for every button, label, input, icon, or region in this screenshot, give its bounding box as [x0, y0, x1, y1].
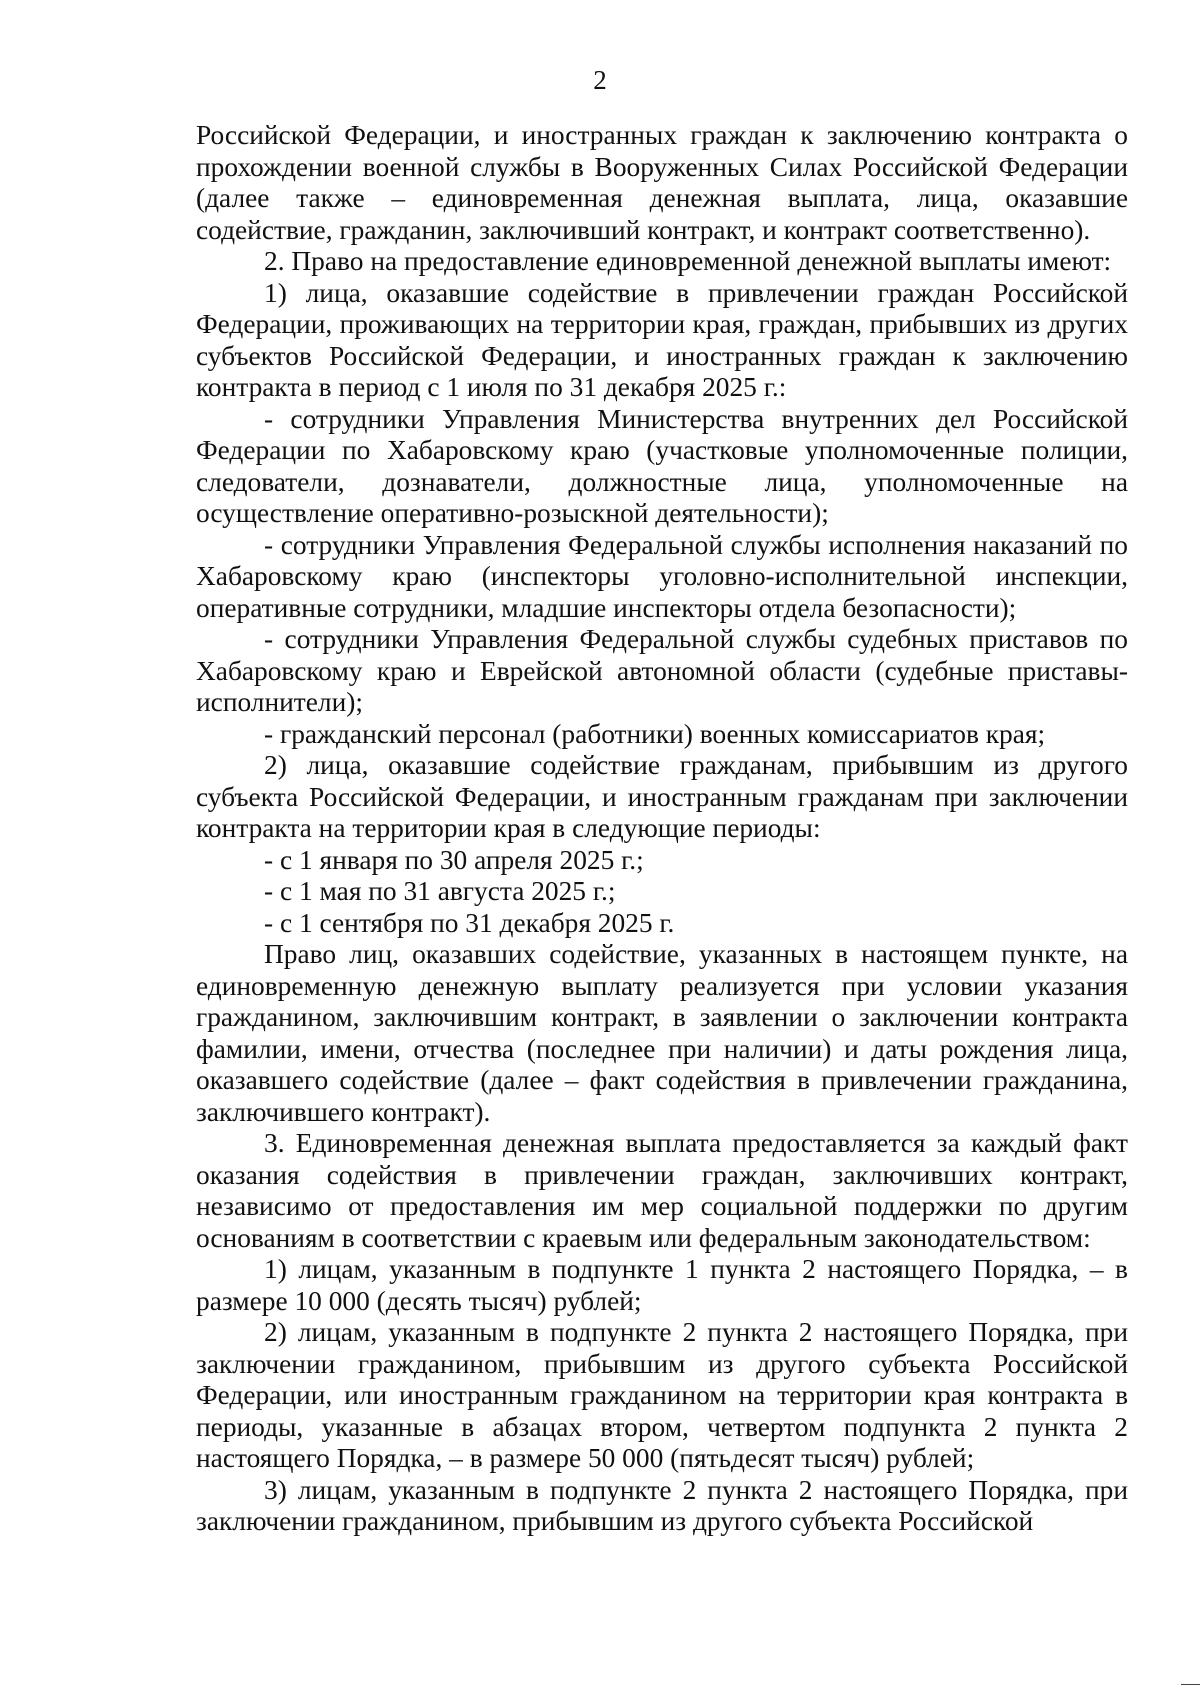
paragraph: - с 1 сентября по 31 декабря 2025 г. [264, 907, 675, 938]
scan-edge-mark [1181, 1684, 1200, 1685]
paragraph: 2) лицам, указанным в подпункте 2 пункта 2 настоящего Порядка, при заключении гражданином, прибывшим из другого субъекта Российской Федерации, или иностранным гражданином на территории края контракта в периоды, указанные в абзацах втором, четвертом подпункта 2 пункта 2 настоящего Порядка, – в размере 50 000 (пятьдесят тысяч) рублей; [196, 1317, 1128, 1473]
paragraph: 2) лица, оказавшие содействие гражданам, прибывшим из другого субъекта Российской Федерации, и иностранным гражданам при заключении контракта на территории края в следующие периоды: [196, 750, 1128, 843]
paragraph: - сотрудники Управления Федеральной службы судебных приставов по Хабаровскому краю и Еврейской автономной области (судебные приставы-исполнители); [196, 624, 1128, 717]
paragraph: 2. Право на предоставление единовременной денежной выплаты имеют: [264, 246, 1112, 276]
paragraph: 3. Единовременная денежная выплата предоставляется за каждый факт оказания содействия в привлечении граждан, заключивших контракт, независимо от предоставления им мер социальной поддержки по другим основаниям в соответствии с краевым или федеральным законодательством: [196, 1128, 1128, 1253]
paragraph: Российской Федерации, и иностранных граждан к заключению контракта о прохождении военной службы в Вооруженных Силах Российской Федерации (далее также – единовременная денежная выплата, лица, оказавшие содействие, гражданин, заключивший контракт, и контракт соответственно). [196, 120, 1128, 245]
paragraph: - с 1 мая по 31 августа 2025 г.; [264, 876, 616, 906]
paragraph: - сотрудники Управления Министерства внутренних дел Российской Федерации по Хабаровскому краю (участковые уполномоченные полиции, следователи, дознаватели, должностные лица, уполномоченные на осуществление оперативно-розыскной деятельности); [196, 403, 1128, 528]
paragraph: Право лиц, оказавших содействие, указанных в настоящем пункте, на единовременную денежную выплату реализуется при условии указания гражданином, заключившим контракт, в заявлении о заключении контракта фамилии, имени, отчества (последнее при наличии) и даты рождения лица, оказавшего содействие (далее – факт содействия в привлечении гражданина, заключившего контракт). [196, 939, 1128, 1127]
paragraph: - сотрудники Управления Федеральной службы исполнения наказаний по Хабаровскому краю (инспекторы уголовно-исполнительной инспекции, оперативные сотрудники, младшие инспекторы отдела безопасности); [196, 529, 1128, 623]
paragraph: - с 1 января по 30 апреля 2025 г.; [264, 844, 644, 875]
paragraph: - гражданский персонал (работники) военных комиссариатов края; [264, 718, 1046, 749]
document-body [196, 120, 1128, 1538]
page-number: 2 [593, 65, 607, 95]
paragraph: 1) лица, оказавшие содействие в привлечении граждан Российской Федерации, проживающих на территории края, граждан, прибывших из других субъектов Российской Федерации, и иностранных граждан к заключению контракта в период с 1 июля по 31 декабря 2025 г.: [196, 277, 1128, 402]
paragraph: 1) лицам, указанным в подпункте 1 пункта 2 настоящего Порядка, – в размере 10 000 (десять тысяч) рублей; [196, 1254, 1128, 1316]
paragraph: 3) лицам, указанным в подпункте 2 пункта 2 настоящего Порядка, при заключении гражданином, прибывшим из другого субъекта Российской [196, 1474, 1128, 1536]
